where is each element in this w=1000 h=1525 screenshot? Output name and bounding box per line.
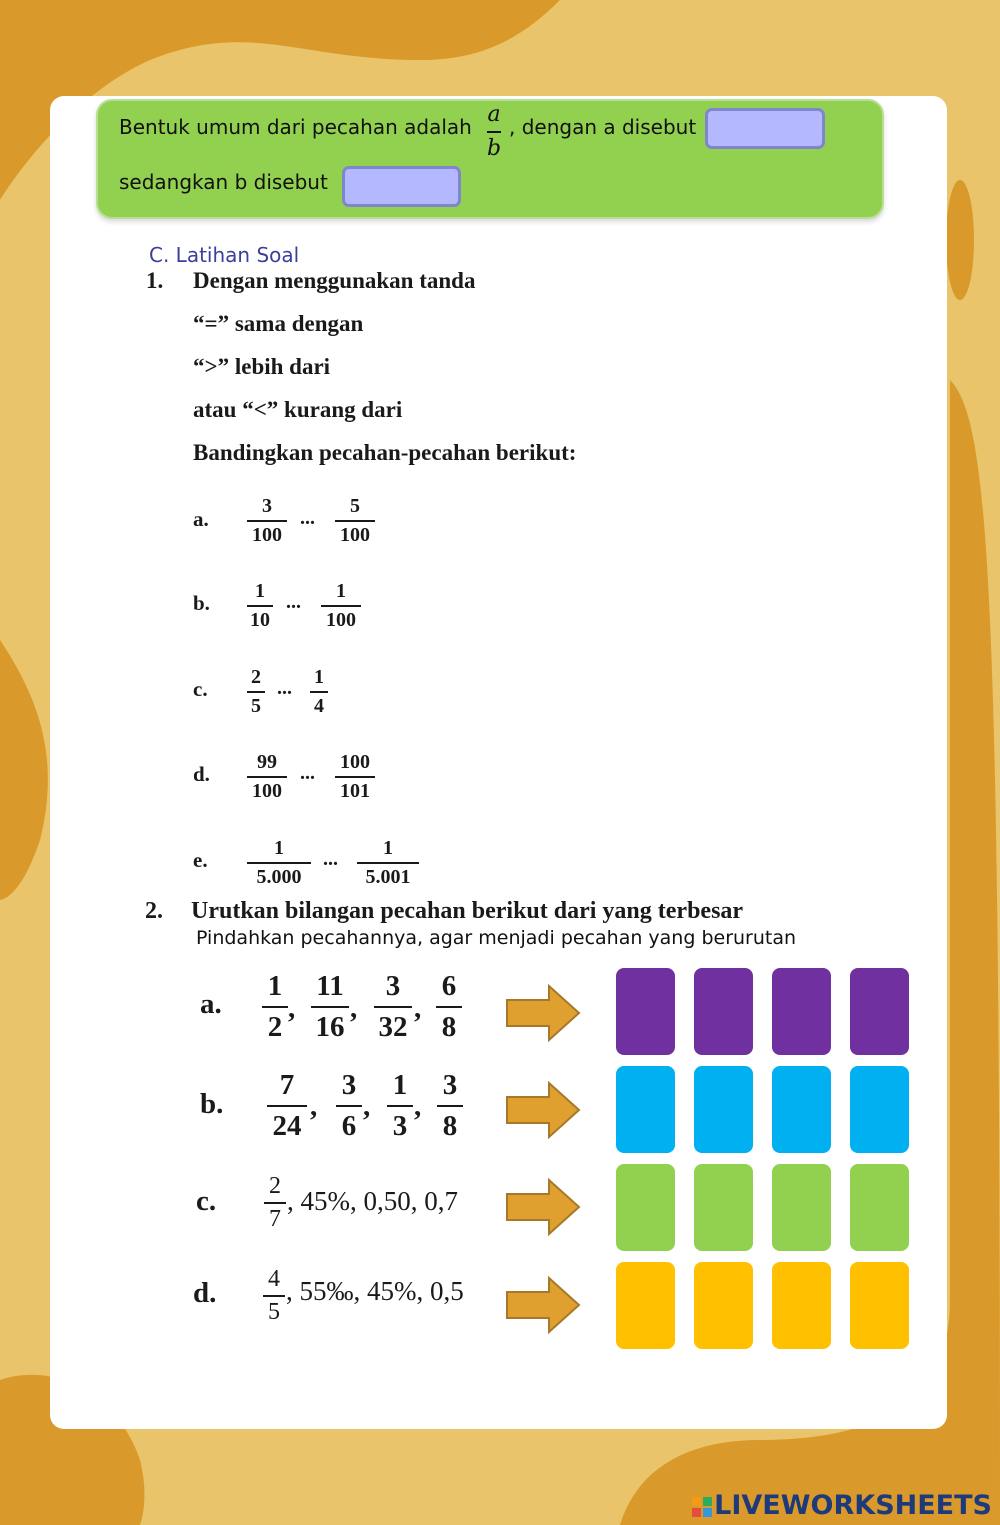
- numerator: 7: [279, 1069, 295, 1101]
- liveworksheets-logo[interactable]: [692, 1490, 992, 1521]
- draggable-fraction[interactable]: [262, 970, 288, 1044]
- draggable-fraction[interactable]: [374, 970, 412, 1044]
- intro-text-before: Bentuk umum dari pecahan adalah: [119, 115, 472, 139]
- draggable-fraction[interactable]: [263, 1266, 285, 1326]
- q1-item-dots: ...: [300, 762, 315, 784]
- comma: ,: [414, 992, 422, 1024]
- q1-item-letter: c.: [193, 677, 208, 701]
- draggable-fraction[interactable]: [336, 1069, 362, 1143]
- draggable-fraction[interactable]: [437, 1069, 463, 1143]
- comma: ,: [310, 1090, 318, 1122]
- denominator: 2: [267, 1011, 283, 1043]
- q1-item-a-right-fraction: [335, 495, 375, 547]
- drop-slot-c4[interactable]: [850, 1164, 909, 1251]
- q2-row-d-values[interactable]: , 55‰, 45%, 0,5: [286, 1276, 464, 1306]
- drop-slot-d2[interactable]: [694, 1262, 753, 1349]
- comma: ,: [414, 1090, 422, 1122]
- fraction-bar: [247, 776, 287, 778]
- drop-slot-c1[interactable]: [616, 1164, 675, 1251]
- numerator: 2: [269, 1173, 281, 1199]
- q1-item-d-left-fraction: [247, 751, 287, 803]
- blank-input-a[interactable]: [705, 108, 825, 149]
- q1-item-letter: a.: [193, 507, 209, 531]
- denominator: 100: [340, 524, 370, 546]
- q1-item-letter: b.: [193, 591, 210, 615]
- denominator: 24: [272, 1110, 302, 1142]
- fraction-bar: [335, 776, 375, 778]
- comma: ,: [288, 992, 296, 1024]
- intro-text-after: , dengan a disebut: [509, 115, 697, 139]
- denominator: 8: [442, 1110, 458, 1142]
- q2-instruction: Pindahkan pecahannya, agar menjadi pecahan yang berurutan: [196, 927, 797, 949]
- drop-slot-c3[interactable]: [772, 1164, 831, 1251]
- arrow-right-icon: [505, 1178, 581, 1236]
- drop-slot-d1[interactable]: [616, 1262, 675, 1349]
- drop-slot-d4[interactable]: [850, 1262, 909, 1349]
- draggable-fraction[interactable]: [264, 1173, 286, 1233]
- numerator: 1: [392, 1069, 408, 1101]
- q2-row-letter: d.: [193, 1277, 217, 1309]
- denominator: 8: [441, 1011, 457, 1043]
- arrow-right-icon: [505, 1276, 581, 1334]
- q1-number: 1.: [146, 268, 164, 293]
- denominator: 4: [314, 695, 324, 717]
- q1-item-e-left-fraction: [247, 837, 311, 889]
- q1-line-5: Bandingkan pecahan-pecahan berikut:: [193, 440, 577, 465]
- numerator: 1: [336, 580, 346, 602]
- drop-slot-a2[interactable]: [694, 968, 753, 1055]
- q1-line-4: atau “<” kurang dari: [193, 397, 403, 422]
- denominator: 101: [340, 780, 370, 802]
- liveworksheets-logo-icon: [692, 1497, 712, 1517]
- denominator: 10: [250, 609, 270, 631]
- numerator: 3: [442, 1069, 458, 1101]
- draggable-fraction[interactable]: [267, 1069, 307, 1143]
- denominator: 5: [251, 695, 261, 717]
- numerator: 1: [267, 970, 283, 1002]
- denominator: 5.000: [256, 866, 302, 888]
- numerator: 4: [268, 1266, 280, 1292]
- drop-slot-a1[interactable]: [616, 968, 675, 1055]
- denominator: 100: [252, 780, 282, 802]
- numerator: 1: [255, 580, 265, 602]
- intro-fraction-numerator: a: [487, 102, 501, 127]
- denominator: 3: [392, 1110, 408, 1142]
- fraction-bar: [247, 862, 311, 864]
- numerator: 3: [385, 970, 401, 1002]
- draggable-fraction[interactable]: [387, 1069, 413, 1143]
- fraction-bar: [263, 1295, 285, 1297]
- fraction-bar: [264, 1202, 286, 1204]
- numerator: 99: [257, 751, 277, 773]
- q1-item-b-left-fraction: [247, 580, 273, 632]
- q1-item-dots: ...: [323, 848, 338, 870]
- fraction-bar: [247, 691, 265, 693]
- blank-input-b[interactable]: [342, 166, 461, 207]
- q1-item-c-right-fraction: [310, 666, 328, 718]
- denominator: 32: [378, 1011, 408, 1043]
- q2-row-c-values[interactable]: , 45%, 0,50, 0,7: [287, 1186, 458, 1216]
- fraction-bar: [436, 1006, 462, 1008]
- drop-slot-c2[interactable]: [694, 1164, 753, 1251]
- fraction-bar: [262, 1006, 288, 1008]
- fraction-bar: [267, 1105, 307, 1107]
- q1-item-letter: e.: [193, 848, 208, 872]
- denominator: 16: [315, 1011, 345, 1043]
- q1-item-a-left-fraction: [247, 495, 287, 547]
- numerator: 2: [251, 666, 261, 688]
- q1-item-dots: ...: [300, 507, 315, 529]
- fraction-bar: [247, 605, 273, 607]
- section-title: C. Latihan Soal: [149, 243, 300, 267]
- arrow-right-icon: [505, 984, 581, 1042]
- arrow-right-icon: [505, 1081, 581, 1139]
- q1-item-dots: ...: [277, 677, 292, 699]
- denominator: 7: [269, 1206, 281, 1232]
- q2-title: Urutkan bilangan pecahan berikut dari yang terbesar: [191, 898, 744, 924]
- q1-line-2: “=” sama dengan: [193, 311, 364, 336]
- drop-slot-b1[interactable]: [616, 1066, 675, 1153]
- denominator: 100: [326, 609, 356, 631]
- fraction-bar: [311, 1006, 349, 1008]
- draggable-fraction[interactable]: [436, 970, 462, 1044]
- fraction-bar: [387, 1105, 413, 1107]
- numerator: 11: [316, 970, 344, 1002]
- drop-slot-a3[interactable]: [772, 968, 831, 1055]
- numerator: 1: [383, 837, 393, 859]
- numerator: 1: [314, 666, 324, 688]
- intro-text-line2: sedangkan b disebut: [119, 170, 328, 194]
- q1-line-1: Dengan menggunakan tanda: [193, 268, 476, 293]
- numerator: 3: [341, 1069, 357, 1101]
- denominator: 5: [268, 1299, 280, 1325]
- comma: ,: [363, 1090, 371, 1122]
- fraction-bar: [336, 1105, 362, 1107]
- fraction-bar: [437, 1105, 463, 1107]
- drop-slot-b4[interactable]: [850, 1066, 909, 1153]
- fraction-bar: [321, 605, 361, 607]
- denominator: 6: [341, 1110, 357, 1142]
- q1-item-d-right-fraction: [335, 751, 375, 803]
- fraction-bar: [310, 691, 328, 693]
- q2-row-letter: a.: [200, 988, 222, 1020]
- comma: ,: [350, 992, 358, 1024]
- numerator: 6: [441, 970, 457, 1002]
- drop-slot-a4[interactable]: [850, 968, 909, 1055]
- fraction-bar: [335, 520, 375, 522]
- q1-item-e-right-fraction: [357, 837, 419, 889]
- q1-line-3: “>” lebih dari: [193, 354, 331, 379]
- q2-row-letter: c.: [196, 1185, 217, 1217]
- denominator: 100: [252, 524, 282, 546]
- q1-item-letter: d.: [193, 762, 210, 786]
- q2-row-letter: b.: [200, 1088, 224, 1120]
- numerator: 3: [262, 495, 272, 517]
- intro-fraction: [481, 102, 507, 162]
- fraction-bar: [247, 520, 287, 522]
- numerator: 100: [340, 751, 370, 773]
- q1-item-dots: ...: [286, 591, 301, 613]
- q1-item-c-left-fraction: [247, 666, 265, 718]
- drop-slot-d3[interactable]: [772, 1262, 831, 1349]
- q2-number: 2.: [145, 898, 163, 924]
- logo-text: LIVEWORKSHEETS: [714, 1490, 992, 1521]
- numerator: 5: [350, 495, 360, 517]
- fraction-bar: [374, 1006, 412, 1008]
- fraction-bar: [357, 862, 419, 864]
- denominator: 5.001: [365, 866, 411, 888]
- q1-item-b-right-fraction: [321, 580, 361, 632]
- intro-fraction-denominator: b: [486, 136, 502, 161]
- fraction-bar: [487, 131, 501, 133]
- numerator: 1: [274, 837, 284, 859]
- drop-slot-b3[interactable]: [772, 1066, 831, 1153]
- draggable-fraction[interactable]: [311, 970, 349, 1044]
- drop-slot-b2[interactable]: [694, 1066, 753, 1153]
